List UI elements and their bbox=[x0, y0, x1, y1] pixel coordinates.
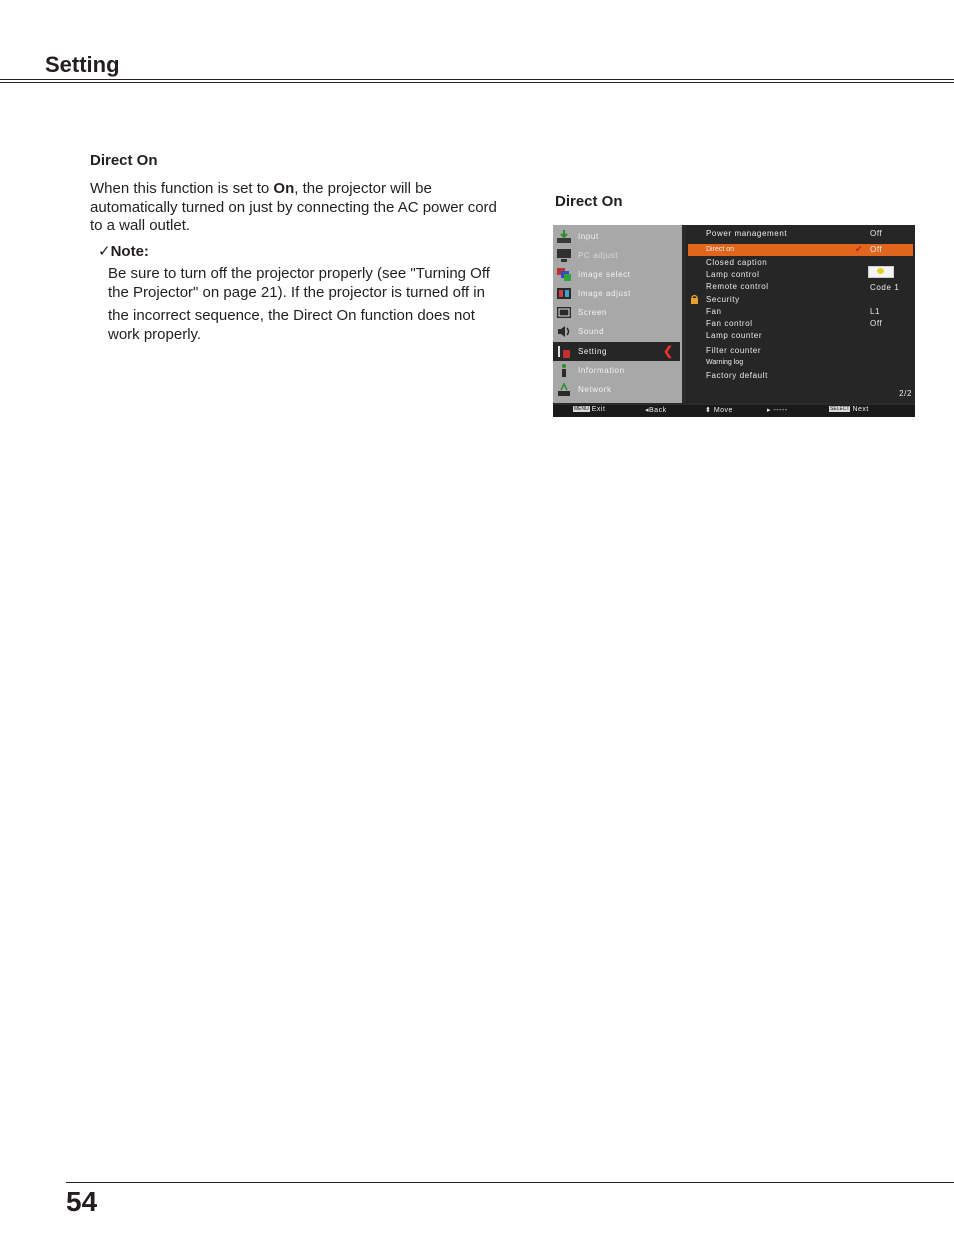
lock-icon bbox=[690, 294, 699, 304]
move-hint[interactable] bbox=[705, 406, 733, 414]
submenu-item-lamp-counter[interactable] bbox=[686, 330, 915, 342]
direct-on-heading: Direct On bbox=[90, 152, 158, 169]
pc-adjust-icon bbox=[556, 248, 572, 263]
arrow-right-icon: ▸ bbox=[767, 407, 772, 414]
input-icon bbox=[556, 229, 572, 244]
move-label: Move bbox=[713, 407, 733, 414]
body-text-pre: When this function is set to bbox=[90, 180, 274, 197]
exit-label: Exit bbox=[591, 406, 606, 413]
body-text-post: , the projector will be automatically turned on just by connecting the AC power cord to a wall outlet. bbox=[90, 180, 497, 234]
header-rule bbox=[0, 79, 954, 80]
note-text-2: the incorrect sequence, the Direct On function does not work properly. bbox=[108, 307, 475, 343]
menu-label: Sound bbox=[578, 327, 605, 336]
menu-label: Network bbox=[578, 385, 612, 394]
submenu-item-fan[interactable] bbox=[686, 306, 915, 318]
submenu-label: Filter counter bbox=[706, 346, 762, 355]
submenu-label: Lamp counter bbox=[706, 331, 763, 340]
menu-label: Setting bbox=[578, 347, 608, 356]
image-adjust-icon bbox=[556, 286, 572, 301]
sound-icon bbox=[556, 324, 572, 339]
submenu-item-power-management[interactable] bbox=[686, 228, 915, 240]
menu-label: PC adjust bbox=[578, 251, 619, 260]
submenu-label: Power management bbox=[706, 229, 788, 238]
right-label: ----- bbox=[773, 407, 788, 414]
page-number: 54 bbox=[66, 1186, 98, 1217]
submenu-item-filter-counter[interactable] bbox=[686, 345, 915, 357]
submenu-label: Direct on bbox=[706, 246, 735, 253]
image-select-icon bbox=[556, 267, 572, 282]
setting-icon bbox=[556, 344, 572, 359]
menu-label: Information bbox=[578, 366, 625, 375]
information-icon bbox=[556, 363, 572, 378]
screen-caption: Direct On bbox=[555, 193, 623, 210]
back-hint[interactable] bbox=[645, 406, 667, 414]
osd-guide-bar bbox=[553, 405, 915, 417]
submenu-value: Off bbox=[870, 245, 883, 254]
submenu-item-warning-log[interactable] bbox=[686, 358, 915, 370]
direct-on-description bbox=[90, 180, 500, 236]
back-label: Back bbox=[649, 407, 667, 414]
network-icon bbox=[556, 382, 572, 397]
lamp-bulb-icon bbox=[877, 268, 884, 274]
submenu-item-lamp-control[interactable] bbox=[686, 269, 915, 281]
osd-setting-submenu bbox=[686, 225, 915, 403]
screen-icon bbox=[556, 305, 572, 320]
submenu-value: L1 bbox=[870, 307, 881, 316]
menu-item-screen[interactable] bbox=[553, 303, 682, 322]
submenu-label: Warning log bbox=[706, 359, 744, 366]
menu-item-image-select[interactable] bbox=[553, 265, 682, 284]
page-indicator: 2/2 bbox=[899, 389, 912, 398]
submenu-label: Security bbox=[706, 295, 740, 304]
osd-main-menu bbox=[553, 225, 682, 403]
menu-item-information[interactable] bbox=[553, 361, 682, 380]
arrow-up-down-icon: ⬍ bbox=[705, 407, 712, 414]
menu-item-input[interactable] bbox=[553, 227, 682, 246]
osd-menu-screen bbox=[553, 225, 915, 417]
menu-label: Input bbox=[578, 232, 599, 241]
header-rule-double bbox=[0, 82, 954, 83]
next-label: Next bbox=[852, 406, 869, 413]
note-title: Note: bbox=[110, 243, 149, 260]
menu-item-network[interactable] bbox=[553, 380, 682, 399]
submenu-item-factory-default[interactable] bbox=[686, 370, 915, 382]
submenu-item-remote-control[interactable] bbox=[686, 281, 915, 293]
submenu-value: Off bbox=[870, 319, 883, 328]
submenu-label: Remote control bbox=[706, 282, 769, 291]
menu-item-image-adjust[interactable] bbox=[553, 284, 682, 303]
chevron-left-icon: ❮ bbox=[662, 344, 673, 358]
submenu-label: Fan bbox=[706, 307, 722, 316]
submenu-value: Code 1 bbox=[870, 283, 900, 292]
submenu-item-security[interactable] bbox=[686, 294, 915, 306]
submenu-item-direct-on[interactable] bbox=[688, 244, 913, 256]
lamp-mode-indicator bbox=[868, 266, 894, 278]
submenu-label: Lamp control bbox=[706, 270, 760, 279]
submenu-label: Fan control bbox=[706, 319, 753, 328]
exit-hint[interactable] bbox=[573, 406, 605, 413]
menu-key-badge: MENU bbox=[574, 406, 589, 412]
next-hint[interactable] bbox=[829, 406, 869, 413]
check-mark-icon: ✓ bbox=[98, 243, 111, 260]
menu-item-setting[interactable] bbox=[553, 342, 680, 361]
submenu-value: Off bbox=[870, 229, 883, 238]
page-section-title: Setting bbox=[45, 52, 120, 77]
arrow-left-icon: ◂ bbox=[645, 407, 650, 414]
submenu-label: Factory default bbox=[706, 371, 768, 380]
footer-rule bbox=[66, 1182, 954, 1183]
right-hint[interactable] bbox=[767, 406, 788, 414]
menu-item-pc-adjust[interactable] bbox=[553, 246, 682, 265]
menu-label: Image adjust bbox=[578, 289, 632, 298]
body-text-on: On bbox=[273, 180, 295, 197]
note-text-1: Be sure to turn off the projector properly (see "Turning Off the Projector" on page 21). If the projector is turned off in bbox=[108, 265, 490, 301]
menu-item-sound[interactable] bbox=[553, 322, 682, 341]
menu-label: Screen bbox=[578, 308, 607, 317]
selected-check-icon: ✔ bbox=[855, 244, 863, 254]
submenu-label: Closed caption bbox=[706, 258, 768, 267]
select-key-badge: SELECT bbox=[830, 406, 850, 412]
menu-label: Image select bbox=[578, 270, 631, 279]
note-label bbox=[98, 242, 149, 260]
submenu-item-fan-control[interactable] bbox=[686, 318, 915, 330]
